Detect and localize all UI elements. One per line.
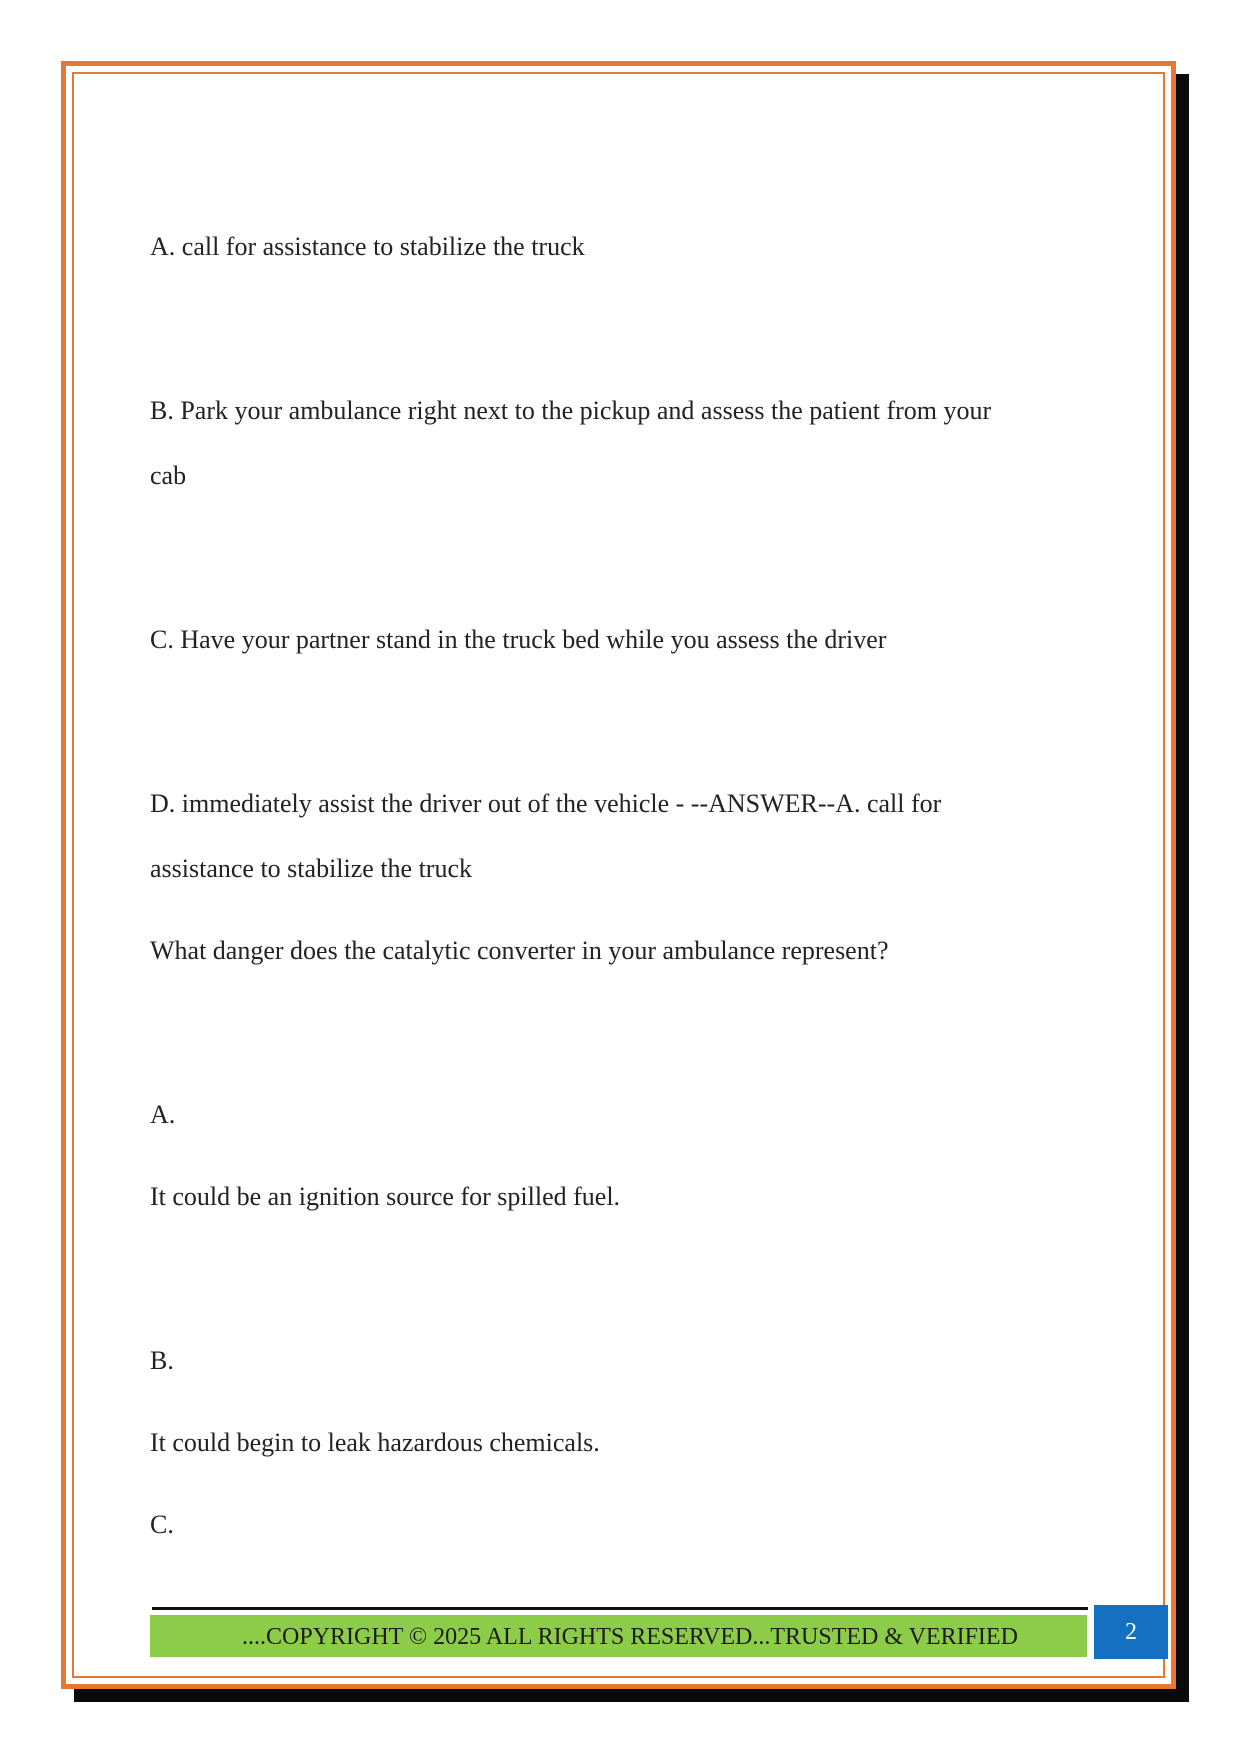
footer-bar (150, 1615, 1087, 1657)
choice-c-label: C. (150, 1510, 174, 1539)
question-line: What danger does the catalytic converter in your ambulance represent? (150, 936, 889, 965)
option-b-line: B. Park your ambulance right next to the pickup and assess the patient from your (150, 396, 992, 425)
option-b-continuation: cab (150, 461, 187, 490)
footer-copyright: ....COPYRIGHT © 2025 ALL RIGHTS RESERVED...TRUSTED & VERIFIED (242, 1624, 1018, 1650)
choice-a-label: A. (150, 1100, 176, 1129)
option-c-line: C. Have your partner stand in the truck bed while you assess the driver (150, 625, 887, 654)
choice-b-label: B. (150, 1346, 174, 1375)
choice-b-text: It could begin to leak hazardous chemicals. (150, 1428, 600, 1457)
option-d-answer-line: D. immediately assist the driver out of the vehicle - --ANSWER--A. call for (150, 789, 942, 818)
answer-continuation: assistance to stabilize the truck (150, 854, 473, 883)
choice-a-text: It could be an ignition source for spilled fuel. (150, 1182, 621, 1211)
footer-rule (152, 1607, 1088, 1610)
page-number: 2 (1094, 1605, 1168, 1659)
option-a-line: A. call for assistance to stabilize the truck (150, 232, 585, 261)
